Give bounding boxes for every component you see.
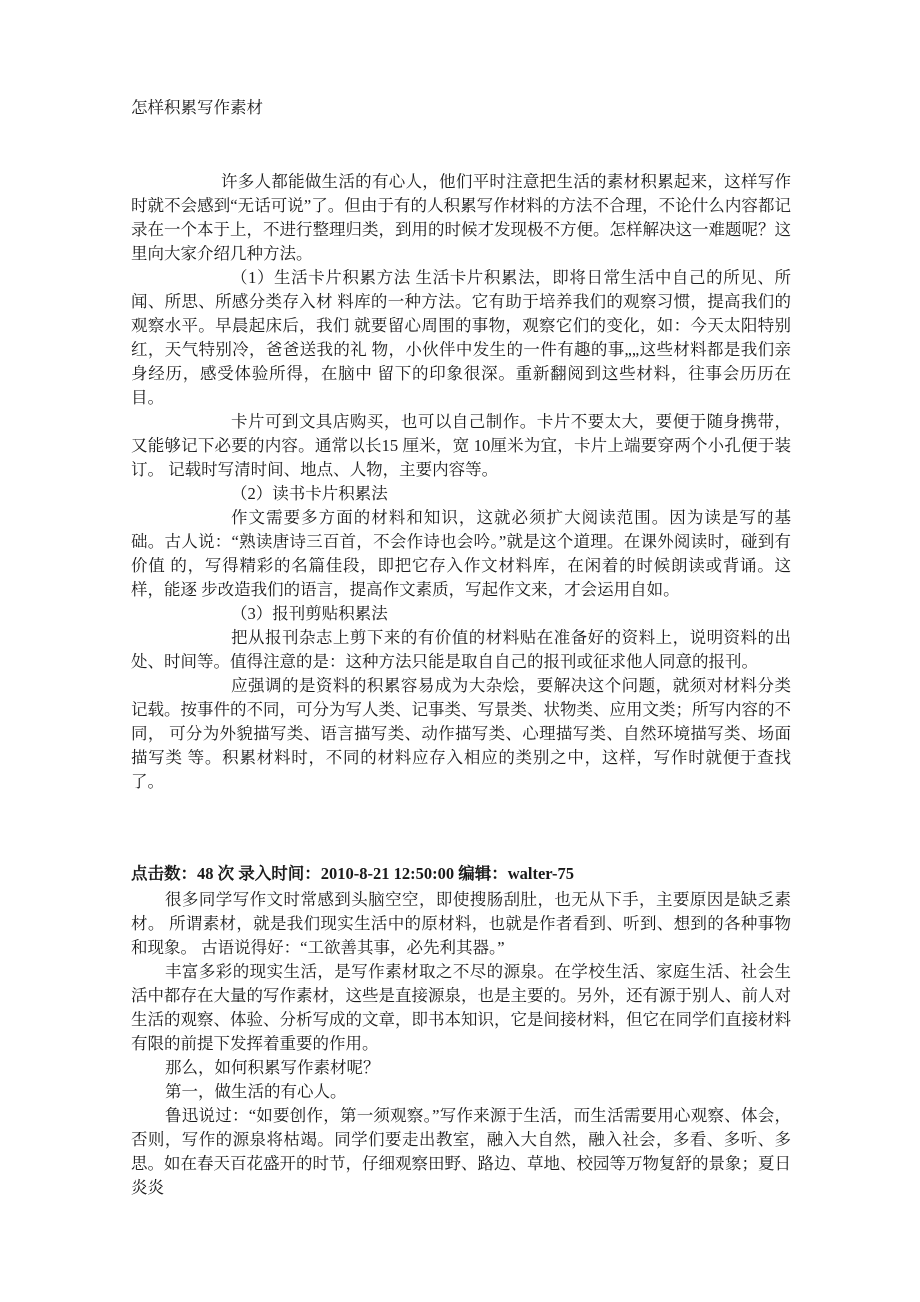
paragraph: （3）报刊剪贴积累法 bbox=[231, 604, 388, 623]
document-title: 怎样积累写作素材 bbox=[131, 98, 263, 117]
paragraph: 作文需要多方面的材料和知识，这就必须扩大阅读范围。因为读是写的基础。古人说：“熟读唐诗三百首，不会作诗也会吟。”就是这个道理。在课外阅读时，碰到有价值 的，写得精彩的名篇佳段，即把它存入作文材料库，在闲着的时候朗读或背诵。这样，能逐 步改造我们的语言，提高作文素质，写起作文来，才会运用自如。 bbox=[131, 508, 791, 599]
paragraph: 许多人都能做生活的有心人，他们平时注意把生活的素材积累起来，这样写作时就不会感到“无话可说”了。但由于有的人积累写作材料的方法不合理，不论什么内容都记录在一个本于上，不进行整理归类，到用的时候才发现极不方便。怎样解决这一难题呢？这里向大家介绍几种方法。 bbox=[131, 172, 791, 263]
article-sources bbox=[131, 888, 791, 1200]
meta-line: 点击数：48 次 录入时间：2010-8-21 12:50:00 编辑：walter-75 bbox=[131, 864, 575, 883]
article-methods bbox=[131, 170, 791, 794]
paragraph: 很多同学写作文时常感到头脑空空，即使搜肠刮肚，也无从下手，主要原因是缺乏素材。 所谓素材，就是我们现实生活中的原材料，也就是作者看到、听到、想到的各种事物和现象。 古语说得好：“工欲善其事，必先利其器。” bbox=[131, 890, 791, 957]
paragraph: 丰富多彩的现实生活，是写作素材取之不尽的源泉。在学校生活、家庭生活、社会生活中都存在大量的写作素材，这些是直接源泉，也是主要的。另外，还有源于别人、前人对生活的观察、体验、分析写成的文章，即书本知识，它是间接材料，但它在同学们直接材料有限的前提下发挥着重要的作用。 bbox=[131, 962, 791, 1053]
paragraph: 卡片可到文具店购买，也可以自己制作。卡片不要太大，要便于随身携带，又能够记下必要的内容。通常以长15 厘米，宽 10厘米为宜，卡片上端要穿两个小孔便于装订。 记载时写清时间、地点、人物，主要内容等。 bbox=[131, 412, 791, 479]
paragraph: （2）读书卡片积累法 bbox=[231, 484, 388, 503]
paragraph: 鲁迅说过：“如要创作，第一须观察。”写作来源于生活，而生活需要用心观察、体会，否则，写作的源泉将枯竭。同学们要走出教室，融入大自然，融入社会，多看、多听、多思。如在春天百花盛开的时节，仔细观察田野、路边、草地、校园等万物复舒的景象；夏日炎炎 bbox=[131, 1106, 791, 1197]
paragraph: 第一，做生活的有心人。 bbox=[165, 1082, 347, 1101]
paragraph: 应强调的是资料的积累容易成为大杂烩，要解决这个问题，就须对材料分类记载。按事件的不同，可分为写人类、记事类、写景类、状物类、应用文类；所写内容的不同， 可分为外貌描写类、语言描写类、动作描写类、心理描写类、自然环境描写类、场面描写类 等。积累材料时，不同的材料应存入相应的类别之中，这样，写作时就便于查找了。 bbox=[131, 676, 791, 791]
paragraph: 把从报刊杂志上剪下来的有价值的材料贴在准备好的资料上，说明资料的出处、时间等。值得注意的是：这种方法只能是取自自己的报刊或征求他人同意的报刊。 bbox=[131, 628, 791, 671]
paragraph: 那么，如何积累写作素材呢？ bbox=[165, 1058, 380, 1077]
paragraph: （1）生活卡片积累方法 生活卡片积累法，即将日常生活中自己的所见、所闻、所思、所感分类存入材 料库的一种方法。它有助于培养我们的观察习惯，提高我们的观察水平。早晨起床后，我们 就要留心周围的事物，观察它们的变化，如：今天太阳特别红，天气特别冷，爸爸送我的礼 物，小伙伴中发生的一件有趣的事„„这些材料都是我们亲身经历，感受体验所得，在脑中 留下的印象很深。重新翻阅到这些材料，往事会历历在目。 bbox=[131, 268, 791, 407]
